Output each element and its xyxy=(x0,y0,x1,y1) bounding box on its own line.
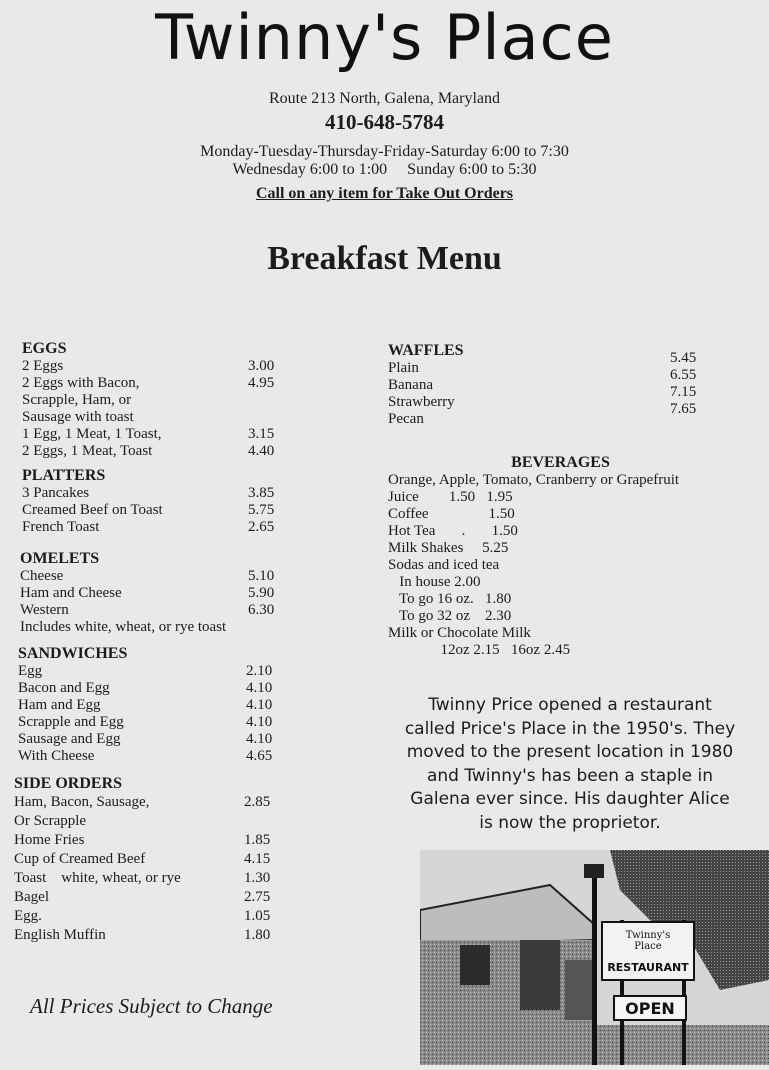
restaurant-history xyxy=(385,694,755,835)
menu-item-name: Scrapple and Egg xyxy=(18,714,124,730)
menu-item xyxy=(14,831,334,850)
menu-item xyxy=(14,812,334,831)
menu-item-price: 3.85 xyxy=(248,485,275,501)
menu-item xyxy=(22,426,342,443)
menu-item xyxy=(22,375,342,392)
menu-item xyxy=(22,519,342,536)
menu-item-name: Sausage and Egg xyxy=(18,731,121,747)
menu-item xyxy=(22,409,342,426)
menu-item-name: Western xyxy=(20,602,69,618)
menu-item xyxy=(14,793,334,812)
menu-item-price: 5.90 xyxy=(248,585,275,601)
menu-item-price: 4.10 xyxy=(246,697,273,713)
menu-item-price: 6.55 xyxy=(670,367,697,383)
menu-item xyxy=(22,358,342,375)
text-line: To go 16 oz. 1.80 xyxy=(388,591,512,607)
menu-item-name: English Muffin xyxy=(14,927,106,943)
menu-item xyxy=(14,888,334,907)
sign-text-3: RESTAURANT xyxy=(607,961,689,974)
menu-item-price: 2.65 xyxy=(248,519,275,535)
menu-item-price: 3.00 xyxy=(248,358,275,374)
menu-item xyxy=(18,680,338,697)
menu-item-name: Sausage with toast xyxy=(22,409,134,425)
menu-item-name: Bagel xyxy=(14,889,49,905)
text-line: is now the proprietor. xyxy=(479,812,661,833)
menu-item-name: Ham, Bacon, Sausage, xyxy=(14,794,150,810)
menu-item-name: Creamed Beef on Toast xyxy=(22,502,163,518)
menu-item xyxy=(14,869,334,888)
text-line: 12oz 2.15 16oz 2.45 xyxy=(388,642,571,658)
menu-item-price: 7.65 xyxy=(670,401,697,417)
text-line: Milk Shakes 5.25 xyxy=(388,540,509,556)
menu-item-name: 1 Egg, 1 Meat, 1 Toast, xyxy=(22,426,162,442)
menu-item-price: 4.40 xyxy=(248,443,275,459)
menu-item xyxy=(14,850,334,869)
menu-item-price: 1.05 xyxy=(244,908,271,924)
section-title-omelets: OMELETS xyxy=(20,550,100,567)
menu-item-name: Toast white, wheat, or rye xyxy=(14,870,181,886)
section-title-sides: SIDE ORDERS xyxy=(14,775,123,792)
beverages-section xyxy=(388,454,758,659)
menu-item-price: 2.75 xyxy=(244,889,271,905)
menu-item xyxy=(20,602,340,619)
menu-item-name: 2 Eggs, 1 Meat, Toast xyxy=(22,443,153,459)
menu-item-name: Scrapple, Ham, or xyxy=(22,392,132,408)
menu-item-name: 3 Pancakes xyxy=(22,485,90,501)
menu-title: Breakfast Menu xyxy=(267,240,502,277)
menu-item-price: 1.30 xyxy=(244,870,271,886)
menu-item-name: With Cheese xyxy=(18,748,95,764)
text-line: Sodas and iced tea xyxy=(388,557,500,573)
menu-item-price: 6.30 xyxy=(248,602,275,618)
menu-item-name: Ham and Egg xyxy=(18,697,101,713)
menu-item xyxy=(20,619,340,636)
text-line: Coffee 1.50 xyxy=(388,506,515,522)
menu-item xyxy=(22,443,342,460)
sign-text-2: Place xyxy=(634,941,662,952)
omelets-list xyxy=(20,568,340,636)
text-line: Juice 1.50 1.95 xyxy=(388,489,513,505)
open-sign-text: OPEN xyxy=(625,999,675,1018)
hours-line-2: Wednesday 6:00 to 1:00 Sunday 6:00 to 5:30 xyxy=(232,161,537,178)
menu-item-name: 2 Eggs xyxy=(22,358,64,374)
menu-item-name: Plain xyxy=(388,360,419,376)
menu-item-price: 1.80 xyxy=(244,927,271,943)
menu-item-name: Home Fries xyxy=(14,832,85,848)
menu-item xyxy=(18,697,338,714)
menu-item-name: Ham and Cheese xyxy=(20,585,122,601)
waffles-section xyxy=(388,342,708,428)
section-title-waffles: WAFFLES xyxy=(388,342,464,359)
menu-item-price: 2.85 xyxy=(244,794,271,810)
menu-item-name: 2 Eggs with Bacon, xyxy=(22,375,140,391)
platters-section xyxy=(22,467,342,536)
menu-item xyxy=(22,485,342,502)
text-line: Milk or Chocolate Milk xyxy=(388,625,531,641)
menu-item-name: Includes white, wheat, or rye toast xyxy=(20,619,227,635)
menu-item-price: 4.95 xyxy=(248,375,275,391)
text-line: Hot Tea . 1.50 xyxy=(388,523,518,539)
menu-item-price: 4.15 xyxy=(244,851,271,867)
text-line: To go 32 oz 2.30 xyxy=(388,608,512,624)
text-line: called Price's Place in the 1950's. They xyxy=(404,718,736,739)
menu-item-price: 4.10 xyxy=(246,680,273,696)
menu-item-price: 5.10 xyxy=(248,568,275,584)
menu-item-name: Cheese xyxy=(20,568,64,584)
menu-item xyxy=(22,502,342,519)
menu-item xyxy=(20,585,340,602)
hours-line-1: Monday-Tuesday-Thursday-Friday-Saturday 6:00 to 7:30 xyxy=(200,143,569,160)
eggs-section xyxy=(22,340,342,460)
hours xyxy=(0,143,769,179)
menu-item xyxy=(18,731,338,748)
text-line: and Twinny's has been a staple in xyxy=(426,765,714,786)
sandwiches-section xyxy=(18,645,338,765)
menu-item xyxy=(20,568,340,585)
menu-item-name: Banana xyxy=(388,377,433,393)
menu-item xyxy=(14,907,334,926)
section-title-platters: PLATTERS xyxy=(22,467,106,484)
restaurant-photo xyxy=(420,850,769,1065)
menu-item-price: 5.75 xyxy=(248,502,275,518)
text-line: In house 2.00 xyxy=(388,574,481,590)
address: Route 213 North, Galena, Maryland xyxy=(268,90,501,107)
sides-section xyxy=(14,775,334,945)
menu-item-name: Egg xyxy=(18,663,43,679)
section-title-sandwiches: SANDWICHES xyxy=(18,645,128,662)
section-title-beverages: BEVERAGES xyxy=(511,454,610,471)
menu-item-price: 3.15 xyxy=(248,426,275,442)
menu-item xyxy=(14,926,334,945)
sides-list xyxy=(14,793,334,945)
menu-item-price: 4.10 xyxy=(246,714,273,730)
text-line: Twinny Price opened a restaurant xyxy=(428,695,712,715)
restaurant-title: Twinny's Place xyxy=(155,1,614,74)
menu-item xyxy=(18,748,338,765)
menu-item-price: 5.45 xyxy=(670,350,697,366)
menu-item xyxy=(18,714,338,731)
menu-item-name: Bacon and Egg xyxy=(18,680,110,696)
menu-item-name: Or Scrapple xyxy=(14,813,87,829)
phone-number: 410-648-5784 xyxy=(325,110,444,134)
takeout-note: Call on any item for Take Out Orders xyxy=(255,185,514,202)
eggs-list xyxy=(22,358,342,460)
menu-item-name: Strawberry xyxy=(388,394,455,410)
menu-item-name: Egg. xyxy=(14,908,42,924)
omelets-section xyxy=(20,550,340,636)
sign-text-1: Twinny's xyxy=(625,930,671,941)
menu-item-price: 7.15 xyxy=(670,384,697,400)
menu-item-name: Pecan xyxy=(388,411,424,427)
menu-item-price: 4.10 xyxy=(246,731,273,747)
menu-item xyxy=(18,663,338,680)
menu-item-price: 1.85 xyxy=(244,832,271,848)
menu-item-price: 4.65 xyxy=(246,748,273,764)
menu-item-name: French Toast xyxy=(22,519,100,535)
text-line: moved to the present location in 1980 xyxy=(406,742,734,762)
text-line: Galena ever since. His daughter Alice xyxy=(410,789,730,809)
price-disclaimer: All Prices Subject to Change xyxy=(30,994,273,1018)
menu-item-name: Cup of Creamed Beef xyxy=(14,851,146,867)
beverages-list xyxy=(388,472,758,659)
menu-item-price: 2.10 xyxy=(246,663,273,679)
text-line: Orange, Apple, Tomato, Cranberry or Grapefruit xyxy=(388,472,680,488)
platters-list xyxy=(22,485,342,536)
restaurant-photo-svg xyxy=(420,850,769,1065)
menu-item xyxy=(22,392,342,409)
section-title-eggs: EGGS xyxy=(22,340,67,357)
sandwiches-list xyxy=(18,663,338,765)
